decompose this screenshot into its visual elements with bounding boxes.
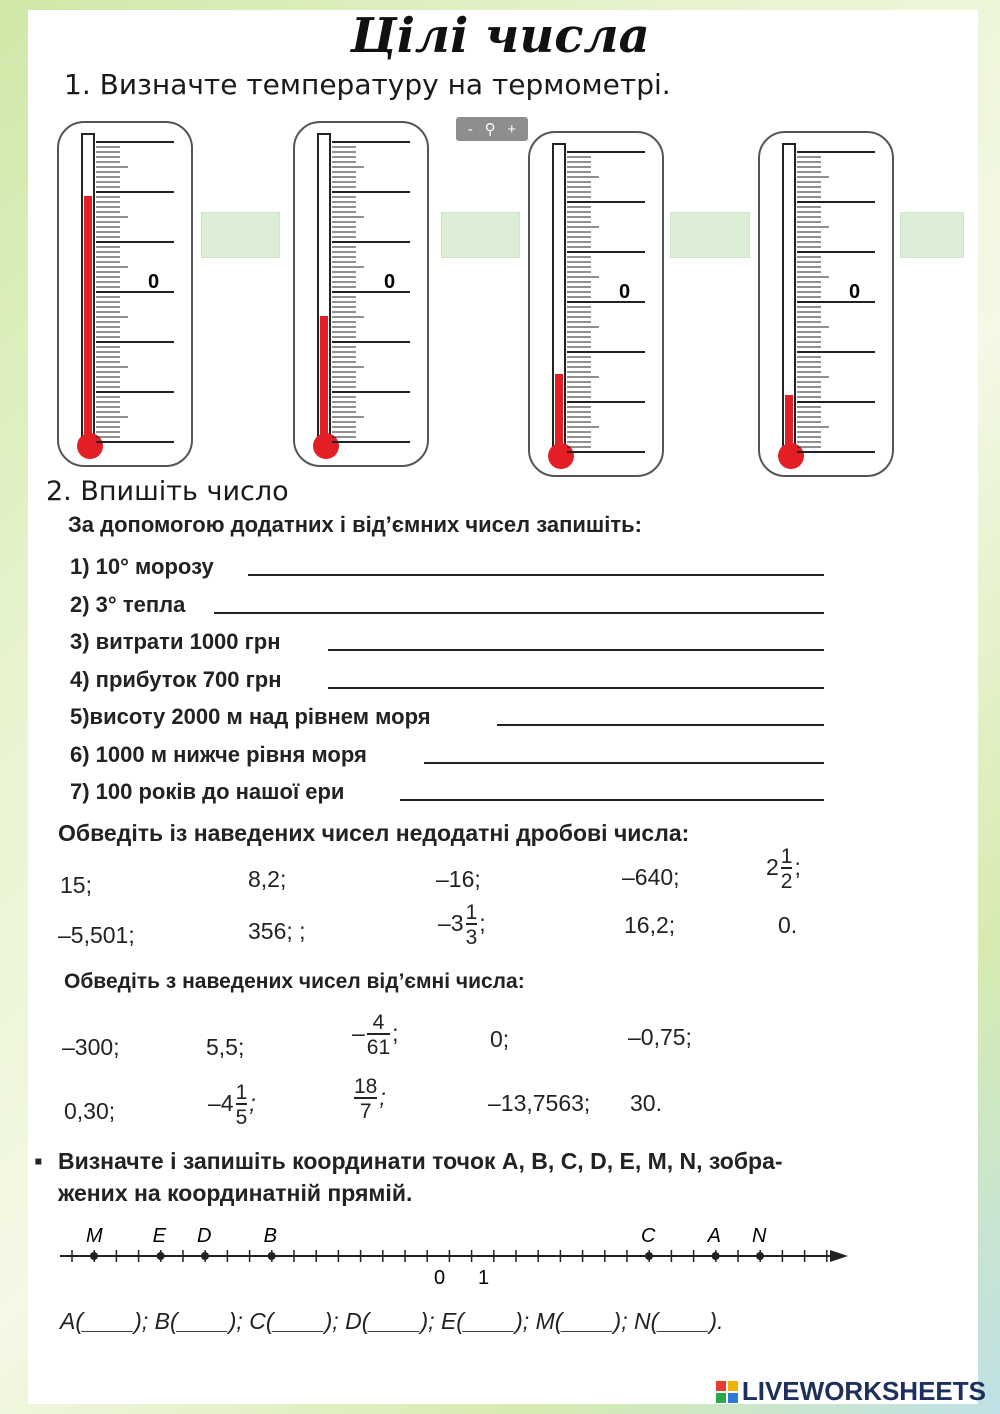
answer-line-4[interactable] [328, 687, 824, 689]
mixed-whole: –3 [438, 910, 464, 937]
zoom-control [456, 117, 528, 141]
numerator: 1 [465, 901, 478, 924]
fraction [781, 846, 793, 892]
bullet-icon: ▪ [34, 1148, 43, 1175]
task5-heading-line2: жених на координатній прямій. [58, 1180, 413, 1206]
point-label-b: B [263, 1225, 277, 1247]
thermometer-2 [292, 120, 432, 470]
task2-item-5: 5)висоту 2000 м над рівнем моря [70, 704, 431, 729]
thermometer-3-drawing [527, 130, 667, 480]
numerator: 4 [372, 1011, 385, 1034]
task2-heading: 2. Впишіть число [46, 476, 289, 507]
fraction [367, 1012, 390, 1058]
thermometer-1 [56, 120, 196, 470]
task2-item-1: 1) 10° морозу [70, 554, 214, 579]
separator: ; [379, 1084, 386, 1111]
thermometer-frame [529, 132, 663, 476]
task4-mixed-number[interactable] [208, 1082, 256, 1128]
point-label-d: D [197, 1225, 212, 1247]
answer-box-3[interactable] [670, 212, 750, 258]
thermometer-1-drawing [56, 120, 196, 470]
point-label-m: M [86, 1225, 103, 1247]
point-label-n: N [752, 1225, 767, 1247]
task1-heading: 1. Визначте температуру на термометрі. [64, 68, 671, 101]
point-a [712, 1252, 720, 1260]
zoom-in-button[interactable]: + [507, 120, 517, 138]
task3-number[interactable]: 0. [778, 912, 798, 938]
answer-line-7[interactable] [400, 799, 824, 801]
thermometer-3 [527, 130, 667, 480]
thermometer-frame [58, 122, 192, 466]
separator: ; [392, 1020, 399, 1047]
task2-item-4: 4) прибуток 700 грн [70, 667, 282, 692]
point-d [201, 1252, 209, 1260]
point-n [756, 1252, 764, 1260]
task2-item-3: 3) витрати 1000 грн [70, 629, 281, 654]
task3-number[interactable]: 356; ; [248, 918, 306, 944]
task3-number[interactable]: –640; [622, 864, 680, 890]
answer-line-2[interactable] [214, 612, 824, 614]
page-title: Цілі числа [350, 8, 650, 64]
axis-arrow-icon [830, 1250, 848, 1262]
fraction [236, 1082, 248, 1128]
task2-item-6: 6) 1000 м нижче рівня моря [70, 742, 367, 767]
fraction [354, 1076, 377, 1122]
task3-mixed-number[interactable] [438, 902, 486, 948]
task3-heading: Обведіть із наведених чисел недодатні дробові числа: [58, 820, 690, 846]
liveworksheets-logo-icon [716, 1381, 738, 1403]
task3-number[interactable]: –16; [436, 866, 481, 892]
task4-heading: Обведіть з наведених чисел від’ємні числа: [64, 970, 525, 993]
point-label-a: A [707, 1225, 721, 1247]
answer-line-5[interactable] [497, 724, 824, 726]
task4-number[interactable]: –13,7563; [488, 1090, 591, 1116]
axis-one-label: 1 [478, 1267, 490, 1289]
point-e [157, 1252, 165, 1260]
coordinate-answers[interactable]: A(____); B(____); C(____); D(____); E(____); M(____); N(____). [60, 1308, 724, 1334]
zero-label: 0 [619, 281, 631, 303]
answer-line-1[interactable] [248, 574, 824, 576]
mixed-whole: –4 [208, 1090, 234, 1117]
zoom-out-button[interactable]: - [467, 120, 473, 138]
denominator: 61 [367, 1033, 390, 1058]
thermometer-frame [294, 122, 428, 466]
mixed-whole: 2 [766, 854, 779, 881]
coordinate-line [50, 1220, 860, 1290]
separator: ; [249, 1090, 256, 1117]
zero-label: 0 [849, 281, 861, 303]
thermometer-4-drawing [757, 130, 897, 480]
axis-zero-label: 0 [434, 1267, 446, 1289]
brand-logo [716, 1376, 986, 1407]
separator: ; [479, 910, 486, 937]
point-c [645, 1252, 653, 1260]
task5-heading-line1: Визначте і запишіть координати точок A, B, C, D, E, M, N, зобра- [58, 1148, 783, 1174]
task2-intro: За допомогою додатних і від’ємних чисел запишіть: [68, 512, 642, 537]
task4-number[interactable]: –300; [62, 1034, 120, 1060]
answer-box-1[interactable] [201, 212, 280, 258]
thermometer-2-drawing [292, 120, 432, 470]
task4-number[interactable]: 30. [630, 1090, 662, 1116]
zero-label: 0 [384, 271, 396, 293]
answer-line-6[interactable] [424, 762, 824, 764]
task4-fraction[interactable] [352, 1076, 386, 1122]
point-b [268, 1252, 276, 1260]
answer-line-3[interactable] [328, 649, 824, 651]
numerator: 1 [780, 845, 793, 868]
denominator: 2 [781, 867, 793, 892]
denominator: 5 [236, 1103, 248, 1128]
mercury-column [320, 316, 328, 450]
task3-number[interactable]: –5,501; [58, 922, 135, 948]
task4-fraction[interactable] [352, 1012, 399, 1058]
task3-number[interactable]: 15; [60, 872, 92, 898]
thermometer-4 [757, 130, 897, 480]
task4-number[interactable]: –0,75; [628, 1024, 692, 1050]
point-m [90, 1252, 98, 1260]
task3-number[interactable]: 8,2; [248, 866, 287, 892]
denominator: 3 [466, 923, 478, 948]
numerator: 1 [235, 1081, 248, 1104]
task2-item-7: 7) 100 років до нашої ери [70, 779, 345, 804]
sign: – [352, 1020, 365, 1047]
task3-mixed-number[interactable] [766, 846, 801, 892]
mercury-column [84, 196, 92, 450]
task4-number[interactable]: 0,30; [64, 1098, 116, 1124]
answer-box-4[interactable] [900, 212, 964, 258]
fraction [466, 902, 478, 948]
brand-name: LIVEWORKSHEETS [741, 1376, 986, 1406]
task4-number[interactable]: 0; [490, 1026, 510, 1052]
zoom-icon[interactable]: ⚲ [484, 121, 496, 138]
zero-label: 0 [148, 271, 160, 293]
task3-number[interactable]: 16,2; [624, 912, 676, 938]
separator: ; [794, 854, 801, 881]
point-label-c: C [641, 1225, 656, 1247]
task4-number[interactable]: 5,5; [206, 1034, 245, 1060]
numerator: 18 [354, 1075, 378, 1098]
answer-box-2[interactable] [441, 212, 520, 258]
point-label-e: E [152, 1225, 166, 1247]
task2-item-2: 2) 3° тепла [70, 592, 186, 617]
thermometer-frame [759, 132, 893, 476]
denominator: 7 [354, 1097, 377, 1122]
